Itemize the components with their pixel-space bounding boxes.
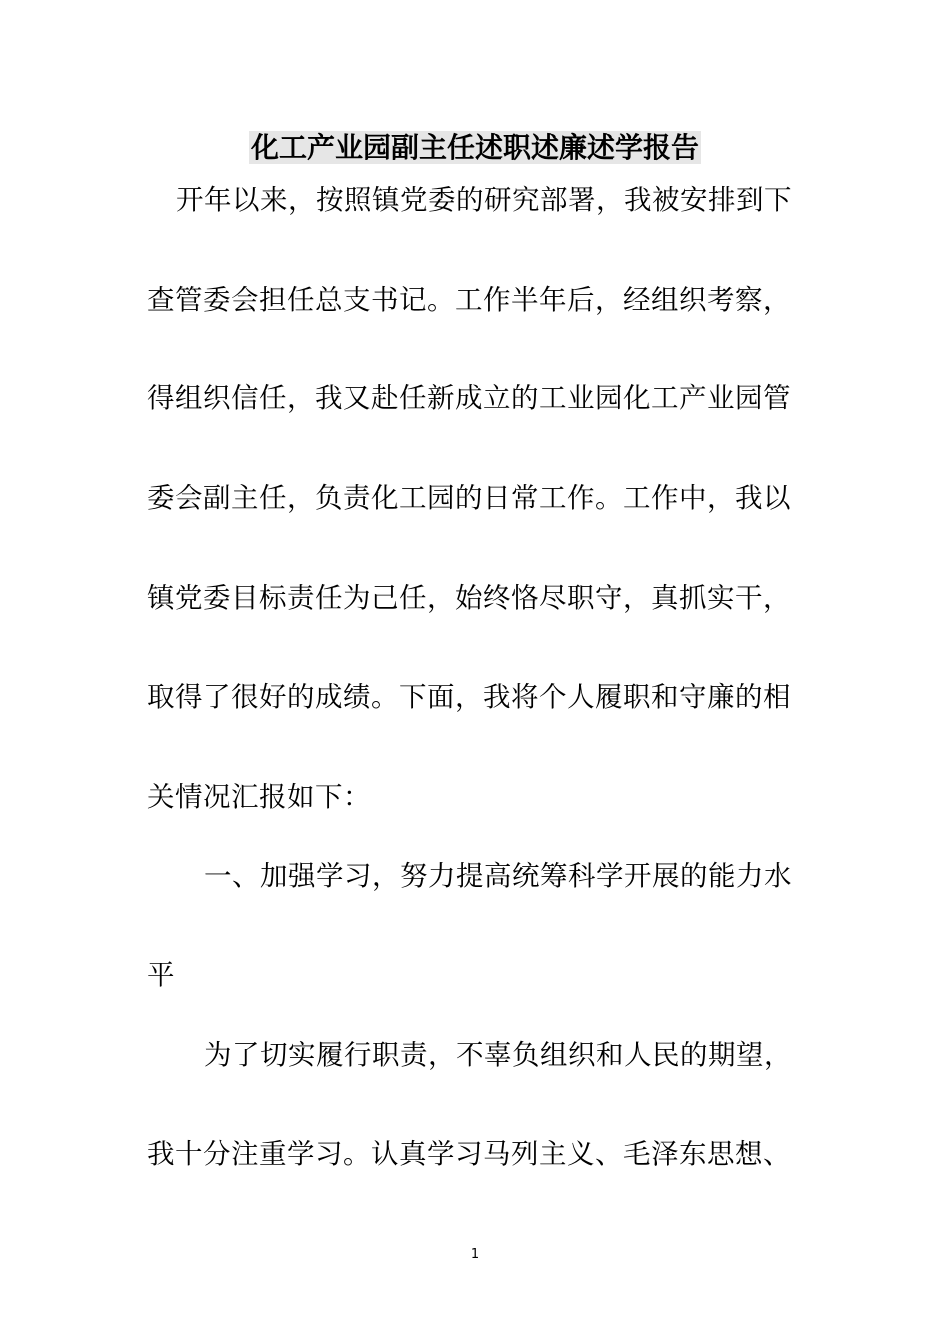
paragraph-line: 为了切实履行职责，不辜负组织和人民的期望， — [204, 1039, 792, 1071]
section-heading-line: 一、加强学习，努力提高统筹科学开展的能力水 — [204, 860, 792, 892]
paragraph-line: 我十分注重学习。认真学习马列主义、毛泽东思想、 — [147, 1138, 791, 1170]
paragraph-line: 查管委会担任总支书记。工作半年后，经组织考察， — [147, 284, 791, 316]
paragraph-line: 得组织信任，我又赴任新成立的工业园化工产业园管 — [147, 382, 791, 414]
page-number: 1 — [470, 1247, 480, 1262]
document-title — [0, 128, 950, 168]
paragraph-line: 关情况汇报如下： — [147, 781, 371, 813]
title-text: 化工产业园副主任述职述廉述学报告 — [250, 131, 699, 164]
paragraph-line: 取得了很好的成绩。下面，我将个人履职和守廉的相 — [147, 681, 791, 713]
section-heading-line: 平 — [147, 959, 175, 991]
paragraph-line: 镇党委目标责任为己任，始终恪尽职守，真抓实干， — [147, 582, 791, 614]
paragraph-line: 开年以来，按照镇党委的研究部署，我被安排到下 — [176, 184, 792, 216]
paragraph-line: 委会副主任，负责化工园的日常工作。工作中，我以 — [147, 482, 791, 514]
